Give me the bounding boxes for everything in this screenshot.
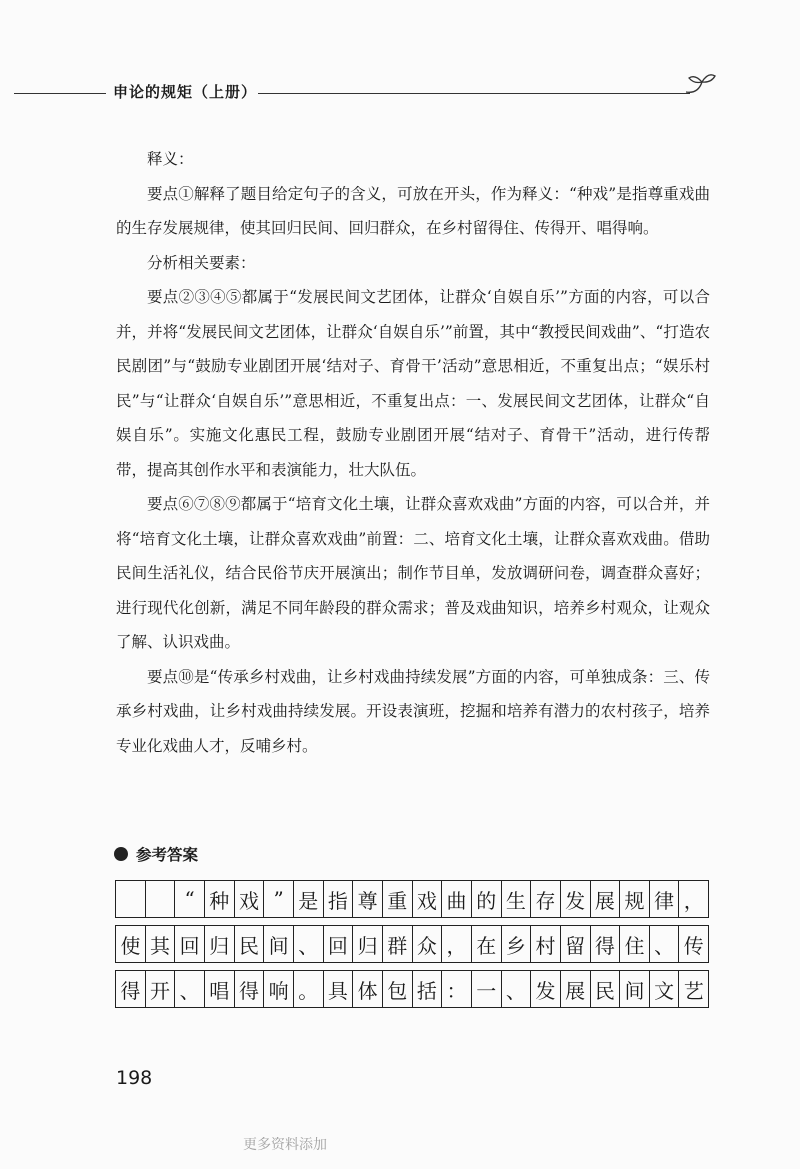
answer-grid-row: [115, 880, 709, 918]
section-label-definition: 释义：: [147, 150, 194, 168]
grid-cell: 民: [235, 926, 265, 962]
answer-heading: [114, 843, 198, 865]
answer-grid-row: [115, 925, 709, 963]
grid-cell: 生: [502, 881, 532, 917]
grid-cell: 开: [146, 971, 176, 1007]
grid-cell: 村: [531, 926, 561, 962]
paragraph-points-6-9: 要点⑥⑦⑧⑨都属于“培育文化土壤，让群众喜欢戏曲”方面的内容，可以合并，并将“培育文化土壤，让群众喜欢戏曲”前置：二、培育文化土壤，让群众喜欢戏曲。借助民间生活礼仪，结合民俗节庆开展演出；制作节目单，发放调研问卷，调查群众喜好；进行现代化创新，满足不同年龄段的群众需求；普及戏曲知识，培养乡村观众，让观众了解、认识戏曲。: [116, 495, 710, 651]
grid-cell: 传: [683, 933, 704, 958]
grid-cell: 民: [591, 971, 621, 1007]
grid-cell: 众: [413, 926, 443, 962]
grid-cell: 。: [294, 971, 324, 1007]
grid-cell: 响: [264, 971, 294, 1007]
grid-cell: 戏: [413, 881, 443, 917]
grid-cell: 住: [620, 926, 650, 962]
answer-grid-row: [115, 970, 709, 1008]
answer-heading-text: 参考答案: [136, 846, 199, 864]
grid-cell: 种: [205, 881, 235, 917]
book-title: 申论的规矩（上册）: [113, 83, 258, 101]
grid-cell: 发: [531, 971, 561, 1007]
grid-cell: 、: [502, 971, 532, 1007]
grid-cell: 曲: [442, 881, 472, 917]
grid-cell: ，: [442, 926, 472, 962]
grid-cell: 是: [294, 881, 324, 917]
grid-cell: 规: [620, 881, 650, 917]
grid-cell: 归: [205, 926, 235, 962]
grid-cell: 尊: [353, 881, 383, 917]
grid-cell: 艺: [683, 978, 704, 1003]
grid-cell: 具: [324, 971, 354, 1007]
grid-cell: 重: [383, 881, 413, 917]
grid-cell: “: [175, 881, 205, 917]
grid-cell: 间: [264, 926, 294, 962]
grid-cell: 、: [650, 926, 680, 962]
grid-cell: 其: [146, 926, 176, 962]
grid-cell: [116, 881, 146, 917]
page-number: 198: [116, 1067, 153, 1089]
grid-cell: 回: [175, 926, 205, 962]
grid-cell: 戏: [235, 881, 265, 917]
grid-cell: 包: [383, 971, 413, 1007]
grid-cell: 、: [175, 971, 205, 1007]
header-rule-left: [14, 93, 106, 94]
grid-cell: 唱: [205, 971, 235, 1007]
running-header: [0, 76, 800, 106]
paragraph-point-10: 要点⑩是“传承乡村戏曲，让乡村戏曲持续发展”方面的内容，可单独成条：三、传承乡村戏曲，让乡村戏曲持续发展。开设表演班，挖掘和培养有潜力的农村孩子，培养专业化戏曲人才，反哺乡村。: [116, 667, 710, 755]
sprout-icon: [684, 70, 718, 100]
grid-cell: 乡: [502, 926, 532, 962]
grid-cell: 间: [620, 971, 650, 1007]
grid-cell: 文: [650, 971, 680, 1007]
grid-cell: 指: [324, 881, 354, 917]
grid-cell: 发: [561, 881, 591, 917]
grid-cell: 得: [116, 971, 146, 1007]
bullet-icon: [114, 847, 128, 861]
grid-cell: ”: [264, 881, 294, 917]
grid-cell: 展: [561, 971, 591, 1007]
grid-cell: 、: [294, 926, 324, 962]
section-label-analysis: 分析相关要素：: [147, 253, 256, 272]
grid-cell: 存: [531, 881, 561, 917]
grid-cell: 的: [472, 881, 502, 917]
paragraph-points-2-5: 要点②③④⑤都属于“发展民间文艺团体，让群众‘自娱自乐’”方面的内容，可以合并，并将“发展民间文艺团体，让群众‘自娱自乐’”前置，其中“教授民间戏曲”、“打造农民剧团”与“鼓励专业剧团开展‘结对子、育骨干’活动”意思相近，不重复出点；“娱乐村民”与“让群众‘自娱自乐’”意思相近，不重复出点：一、发展民间文艺团体，让群众“自娱自乐”。实施文化惠民工程，鼓励专业剧团开展“结对子、育骨干”活动，进行传帮带，提高其创作水平和表演能力，壮大队伍。: [116, 288, 710, 479]
grid-cell: [146, 881, 176, 917]
grid-cell: 使: [116, 926, 146, 962]
grid-cell: 群: [383, 926, 413, 962]
grid-cell: 括: [413, 971, 443, 1007]
grid-cell: 一: [472, 971, 502, 1007]
grid-cell: 归: [353, 926, 383, 962]
header-rule-right: [258, 93, 690, 94]
grid-cell: ，: [683, 888, 704, 913]
grid-cell: 展: [591, 881, 621, 917]
footer-watermark-text: 更多资料添加: [243, 1137, 327, 1153]
grid-cell: 律: [650, 881, 680, 917]
explanation-body: [116, 142, 710, 763]
grid-cell: 在: [472, 926, 502, 962]
grid-cell: 得: [591, 926, 621, 962]
grid-cell: 体: [353, 971, 383, 1007]
grid-cell: ：: [442, 971, 472, 1007]
grid-cell: 留: [561, 926, 591, 962]
paragraph-point-1: 要点①解释了题目给定句子的含义，可放在开头，作为释义：“种戏”是指尊重戏曲的生存发展规律，使其回归民间、回归群众，在乡村留得住、传得开、唱得响。: [116, 184, 710, 237]
grid-cell: 回: [324, 926, 354, 962]
grid-cell: 得: [235, 971, 265, 1007]
